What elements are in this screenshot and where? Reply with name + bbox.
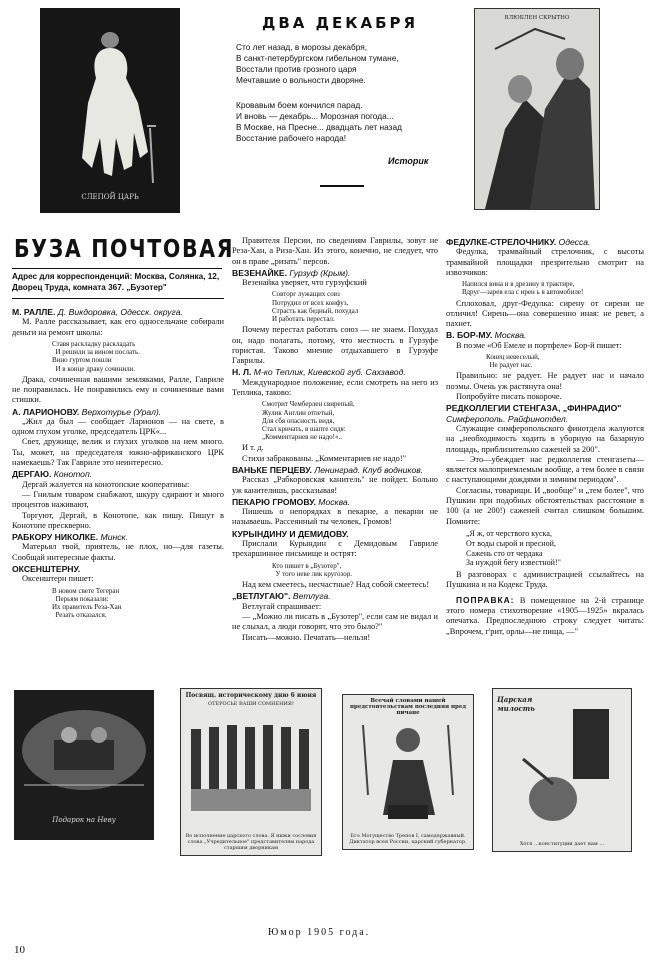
entry-verse: Конец невеселый, Не радует нас. — [486, 353, 540, 370]
entry-text: В разговорах с администрацией ссылайтесь на Пушкина и на Кодекс Труда. — [446, 570, 644, 590]
correction-text: В помещенное на 2-й странице этого номера стихотворение «1905—1925» вкралась опечатка. Предпоследнюю строку следует читать: „Впрочем, г'рит, орлы—не пища, —" — [446, 595, 644, 636]
entry-text: Почему перестал работать союз — не знаем. Похудал он, надо полагать, потому, что местность в Гурзуфе гористая. Таково мнение отдыхавшего в Гурзуфе Гаврилы. — [232, 325, 438, 366]
entry-text: М. Ралле рассказывает, как его односельчане собирали деньги на ремонт школы: — [12, 317, 224, 337]
entry-heading: ФЕДУЛКЕ-СТРЕЛОЧНИКУ. Одесса. — [446, 237, 591, 247]
entry-heading: ВЕЗЕНАЙКЕ. Гурзуф (Крым). — [232, 267, 351, 278]
entry-verse: „Я ж, от черствого куска, От воды сырой и пресной, Сажень сто от чердака За нуждой бегу известной!" — [466, 528, 561, 568]
bottom-images-title: Юмор 1905 года. — [268, 927, 371, 938]
bottom-2-drawing — [181, 689, 321, 855]
entry-text: Пишешь о непорядках в пекарне, а пекарни не называешь. Рассеянный ты человек, Громов! — [232, 507, 438, 527]
entry-text: Стихи забракованы. „Комментариев не надо!" — [242, 453, 407, 463]
poem-line: Восстали против грозного царя — [236, 64, 357, 74]
poem-stanza-2 — [236, 100, 454, 144]
entry-text: Служащие симферопольского финотдела жалуются на „необходимость ходить в уборную на базарную площадь, приблизительно саженей за 200". — [446, 423, 644, 454]
entry-text: Прислали Курындин с Демидовым Гавриле трехаршинное письмище и острят: — [232, 539, 438, 559]
entry-heading: В. БОР-МУ. Москва. — [446, 330, 527, 341]
entry-text: Правильно: не радует. Не радует нас и начало поэмы. Очень уж растянута она! — [446, 371, 644, 391]
entry-text: Согласны, товарищи. И „вообще" и „тем более", что Пушкин при подобных обстоятельствах расстояние в 100 (а не 200!) саженей считал слишком большим. Помните: — [446, 485, 644, 526]
entry-text: Правителя Персии, по сведениям Гаврилы, зовут не Реза-Хан, а Риза-Хан. Из этого, конечно, не следует, что он в праве „ризать" персов. — [232, 236, 438, 266]
bottom-2-title: Посвящ. историческому дню 6 июня — [185, 692, 317, 699]
bottom-4-caption: Хотя ...конституции дает нам ... — [519, 841, 605, 847]
entry-heading: РАБКОРУ НИКОЛКЕ. Минск. — [12, 532, 128, 543]
top-right-drawing — [475, 9, 599, 209]
bottom-1-caption: Подарок на Неву — [52, 816, 116, 824]
poem-line: Сто лет назад, в морозы декабря, — [236, 42, 368, 52]
entry-heading: КУРЫНДИНУ И ДЕМИДОВУ. — [232, 528, 349, 539]
bottom-2-caption: Во исполнение царского слова. Я нижи сословия слова „Учредительное" представителям народа старшим дворникам — [185, 833, 317, 851]
cartoon-bottom-4 — [492, 688, 632, 852]
entry-verse: Совторг лужащих совз Потрудил от всех конфуз, Страсть как бедный, похудал И работать перестал. — [272, 290, 359, 324]
poem-line: И вновь — декабрь... Морозная погода... — [236, 111, 394, 121]
entry-text: — „Можно ли писать в „Бузотер", если сам не видал и не слыхал, а люди говорят, что это было?" — [232, 611, 438, 632]
poem-title: ДВА ДЕКАБРЯ — [262, 14, 419, 32]
cartoon-bottom-3 — [342, 694, 474, 850]
cartoon-bottom-1 — [14, 690, 154, 840]
column-3 — [446, 236, 644, 637]
entry-text: Свет, дружище, велик и глухих уголков на нем много. Ты, может, на председателя южно-африканского ЦРК намекаешь? Так Гавриле это неинтересно. — [12, 437, 224, 468]
section-address: Адрес для корреспонденций: Москва, Солянка, 12, Дворец Труда, комната 367. „Бузотер" — [12, 272, 220, 292]
column-2 — [232, 236, 438, 643]
entry-text: Дергай жалуется на конотопские кооперативы: — [22, 479, 190, 489]
poem-line: Кровавым боем кончился парад. — [236, 100, 363, 110]
bottom-4-title: Царская милость — [497, 695, 535, 713]
entry-heading: „ВЕТЛУГАЮ". Ветлуга. — [232, 591, 331, 602]
entry-text: В поэме «Об Емеле и портфеле» Бор-й пишет: — [456, 340, 622, 350]
entry-heading: А. ЛАРИОНОВУ. Верхотурье (Урал). — [12, 406, 162, 417]
entry-heading: РЕДКОЛЛЕГИИ СТЕНГАЗА, „ФИНРАДИО" Симферополь. Райфинотдел. — [446, 403, 622, 424]
entry-text: Матерьял твой, приятель, не плох, но—для газеты. Сообщай интересные факты. — [12, 542, 224, 562]
entry-text: — Гнилым товаром снабжают, шкуру сдирают и много процентов наживают, — [12, 489, 224, 510]
cartoon-bottom-2 — [180, 688, 322, 856]
entry-text: Оксенштерн пишет: — [22, 574, 94, 584]
entry-text: Везенайка уверяет, что гурзуфский — [242, 278, 367, 288]
cartoon-top-right — [474, 8, 600, 210]
bottom-3-caption: Его Могущество Трепов I, самодержавный. Диктатор всея России, царский губернатор. — [349, 833, 467, 845]
cartoon-blind-tsar — [40, 8, 180, 213]
entry-heading: ВАНЬКЕ ПЕРЦЕВУ. Ленинград. Клуб водников. — [232, 464, 424, 475]
entry-heading: Н. Л. М-ко Теплик, Киевской губ. Сахзавод. — [232, 367, 406, 378]
entry-text: Драка, сочиненная вашими земляками, Ралле, Гавриле не понравилась. Не понравились ему и сочиненные вами стишки. — [12, 374, 224, 405]
blind-tsar-caption: СЛЕПОЙ ЦАРЬ — [81, 193, 139, 201]
bottom-2-subtitle: ОТЕРОСЬЕ ВАШИ СОМНЕНИЯ! — [208, 701, 294, 707]
poem-divider — [320, 185, 364, 187]
entry-text: Сплоховал, друг-Федулка: сирену от сирени не отличил! Сирень—она совершенно иная: не ревет, а пахнет. — [446, 298, 644, 329]
top-right-caption: ВЛЮБЛЕН СКРЫТНО — [504, 15, 570, 21]
bottom-3-drawing — [343, 695, 473, 849]
entry-verse: Напился вина и в дрезину в трактире, Вдруг—зарев ела с ирен ь в автомобиле! — [462, 280, 584, 297]
poem-line: В Москве, на Пресне... двадцать лет назад — [236, 122, 402, 132]
address-underline — [12, 298, 224, 299]
entry-verse: Кто пишет в „Бузотер", У того неве лик кругозор. — [272, 561, 352, 578]
entry-text: Попробуйте писать покороче. — [456, 392, 562, 402]
blind-tsar-drawing — [40, 8, 180, 213]
column-1 — [12, 306, 224, 621]
bottom-4-drawing — [493, 689, 631, 851]
entry-verse: Ставя раскладку раскладать И решили за вином послать. Вино гуртом пошли И в конце драку сочинили. — [52, 339, 140, 373]
correction-label: ПОПРАВКА: — [456, 594, 515, 605]
poem-line: Мечтавшие о вольности дворяне. — [236, 75, 366, 85]
entry-heading: ОКСЕНШТЕРНУ. — [12, 564, 81, 575]
entry-text: Торгуют, Дергай, в Конотопе, как пишу. Пишут в Конотопе прескверно. — [12, 510, 224, 530]
entry-verse: В новом свете Тегеран Перьям показали: Их правитель Реза-Хан Резать отказался. — [52, 586, 122, 620]
section-title-underline — [12, 268, 222, 269]
entry-text: Рассказ „Рабкоровская канитель" не пойдет. Больно уж канителишь, рассказывая! — [232, 475, 438, 495]
entry-heading: ДЕРГАЮ. Конотоп. — [12, 469, 93, 480]
entry-text: И т. д. — [242, 443, 264, 453]
entry-verse: Смотрит Чемберлен свирепый, Жулик Англии отпетый, Для сбя опасность видя, Стал кричать, в шапте сидя: „Комментарнев не надо!«.. — [262, 400, 355, 442]
poem-line: В санкт-петербургском гибельном тумане, — [236, 53, 399, 63]
correction-note — [446, 595, 644, 637]
poem-author: Историк — [388, 156, 429, 166]
entry-text: Международное положение, если смотреть на него из Теплика, таково: — [232, 377, 438, 398]
section-title: БУЗА ПОЧТОВАЯ — [14, 234, 235, 263]
poem-stanza-1 — [236, 42, 454, 86]
entry-heading: М. РАЛЛЕ. Д. Викдоровка, Одесск. округа. — [12, 307, 183, 317]
entry-heading: ПЕКАРЮ ГРОМОВУ. Москва. — [232, 496, 351, 507]
entry-text: Писать—можно. Печатать—нельзя! — [242, 632, 371, 642]
entry-text: Ветлугай спрашивает: — [242, 601, 322, 611]
entry-text: „Жил да был — сообщает Ларионов — на свете, в одном глухом уголке, председатель ЦРК«... — [12, 416, 224, 437]
bottom-3-title: Всечай словами нашей предстоятельствам последняя пред пичане — [349, 698, 467, 716]
entry-text: Федулка, трамвайный стрелочник, с высоты трамвайной площадки презрительно смотрит на извозчиков: — [446, 247, 644, 277]
poem-line: Восстание рабочего народа! — [236, 133, 347, 143]
page-number: 10 — [14, 944, 25, 956]
entry-text: — Это—убеждает нас редколлегия стенгазеты—является малоприемлемым вообще, а тем более в связи с наступающими дождями и зимним периодом". — [446, 454, 644, 485]
entry-text: Над кем смеетесь, несчастные? Над собой смеетесь! — [242, 580, 430, 590]
